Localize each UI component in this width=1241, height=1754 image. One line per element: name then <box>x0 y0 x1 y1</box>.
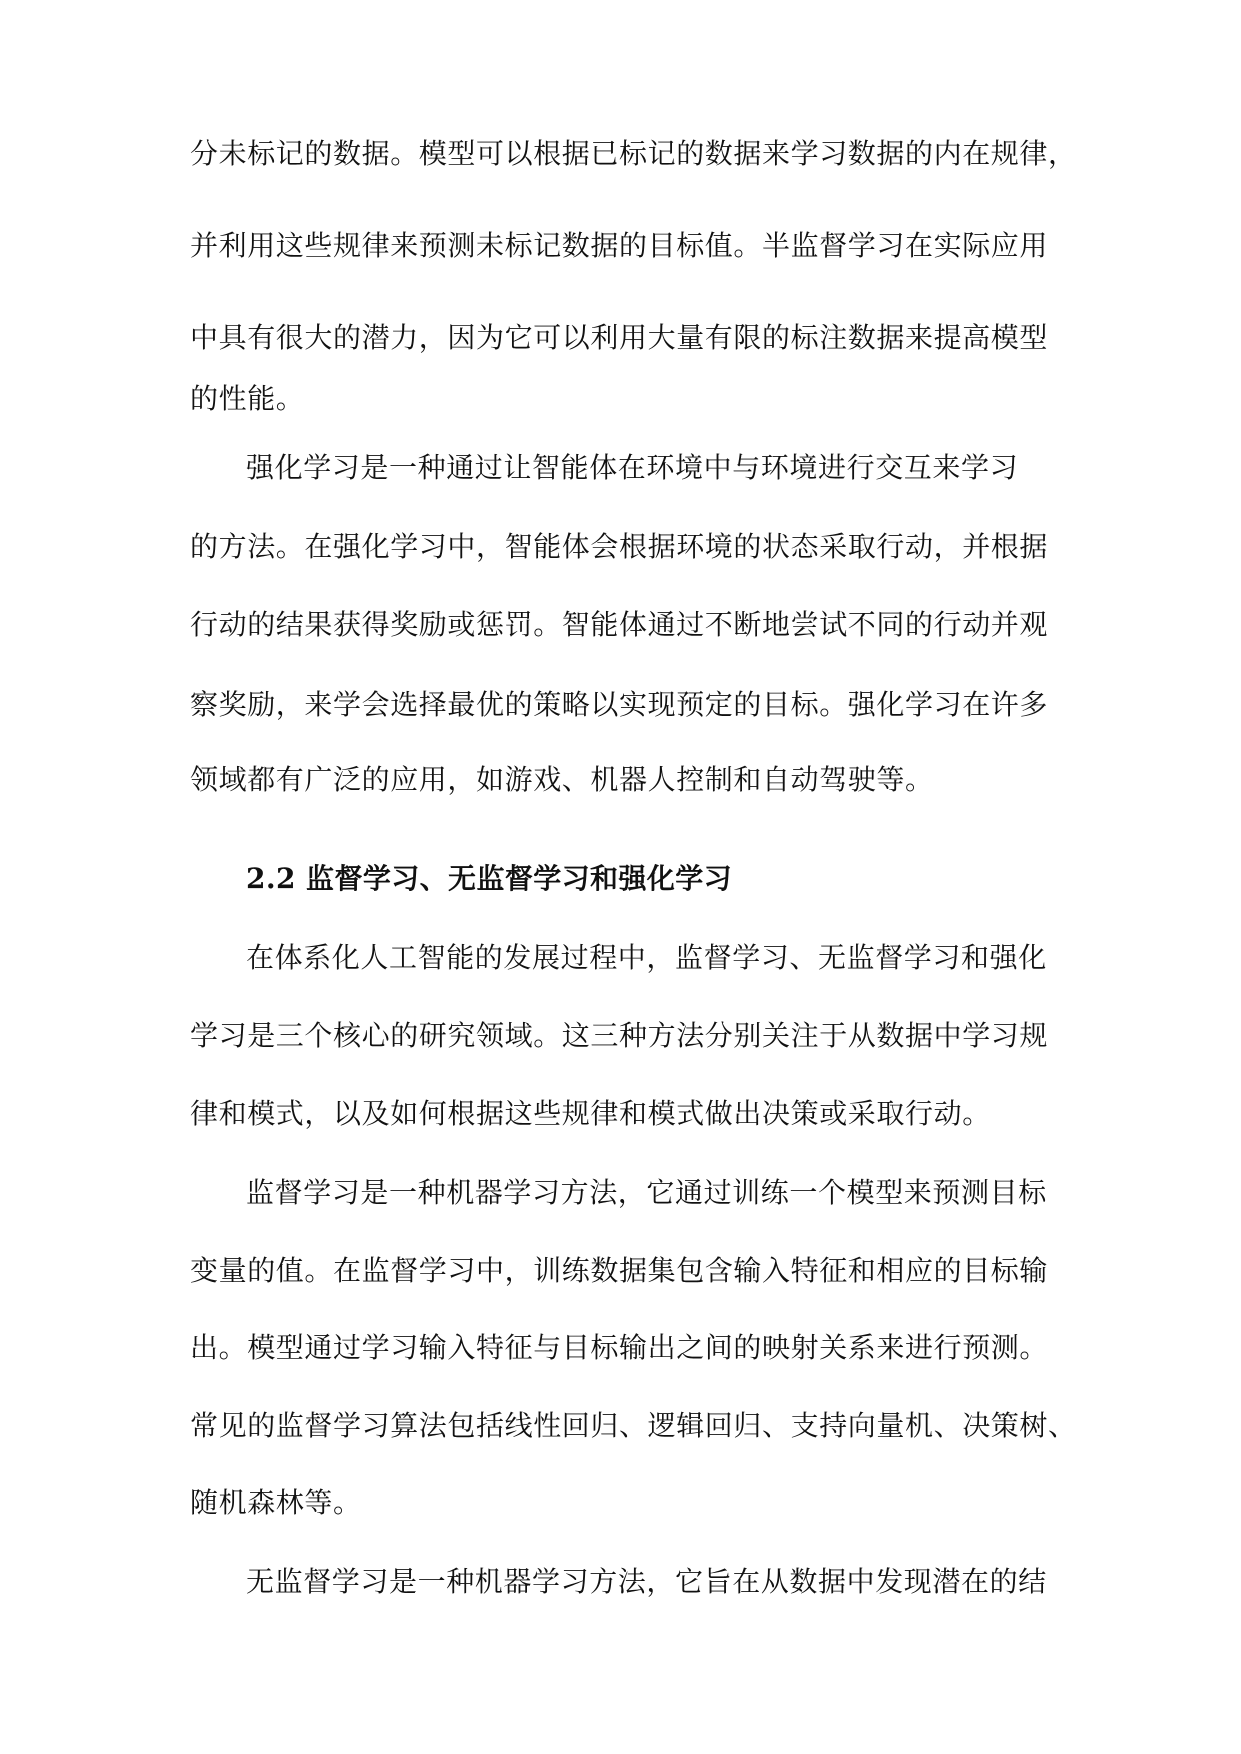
body-text-line: 学习是三个核心的研究领域。这三种方法分别关注于从数据中学习规 <box>190 1019 1049 1052</box>
body-text-line: 律和模式，以及如何根据这些规律和模式做出决策或采取行动。 <box>190 1097 991 1130</box>
body-text-line: 常见的监督学习算法包括线性回归、逻辑回归、支持向量机、决策树、 <box>190 1409 1077 1442</box>
body-text-line: 领域都有广泛的应用，如游戏、机器人控制和自动驾驶等。 <box>190 763 934 796</box>
body-text-line: 变量的值。在监督学习中，训练数据集包含输入特征和相应的目标输 <box>190 1254 1049 1287</box>
body-text-line: 分未标记的数据。模型可以根据已标记的数据来学习数据的内在规律， <box>190 137 1077 170</box>
paragraph-first-line: 强化学习是一种通过让智能体在环境中与环境进行交互来学习 <box>246 451 1019 484</box>
body-text-line: 察奖励，来学会选择最优的策略以实现预定的目标。强化学习在许多 <box>190 688 1049 721</box>
body-text-line: 行动的结果获得奖励或惩罚。智能体通过不断地尝试不同的行动并观 <box>190 608 1049 641</box>
body-text-line: 中具有很大的潜力，因为它可以利用大量有限的标注数据来提高模型 <box>190 321 1049 354</box>
body-text-line: 的方法。在强化学习中，智能体会根据环境的状态采取行动，并根据 <box>190 530 1049 563</box>
body-text-line: 出。模型通过学习输入特征与目标输出之间的映射关系来进行预测。 <box>190 1331 1049 1364</box>
body-text-line: 的性能。 <box>190 382 305 415</box>
section-heading: 2.2 监督学习、无监督学习和强化学习 <box>246 862 733 895</box>
paragraph-first-line: 在体系化人工智能的发展过程中，监督学习、无监督学习和强化 <box>246 941 1047 974</box>
body-text-line: 随机森林等。 <box>190 1486 362 1519</box>
paragraph-first-line: 监督学习是一种机器学习方法，它通过训练一个模型来预测目标 <box>246 1176 1047 1209</box>
paragraph-first-line: 无监督学习是一种机器学习方法，它旨在从数据中发现潜在的结 <box>246 1565 1047 1598</box>
body-text-line: 并利用这些规律来预测未标记数据的目标值。半监督学习在实际应用 <box>190 229 1049 262</box>
